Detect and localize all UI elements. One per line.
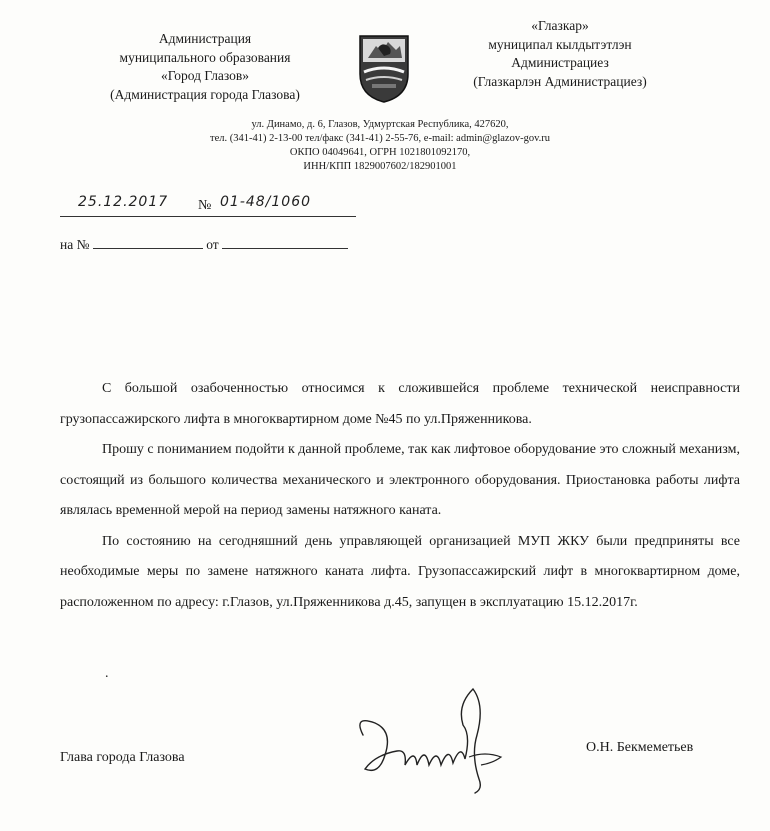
reference-row [60, 236, 348, 253]
header-right-line: «Глазкар» [531, 18, 589, 33]
registration-date: 25.12.2017 [78, 194, 169, 210]
registration-number: 01-48/1060 [220, 194, 312, 210]
header-left-line: «Город Глазов» [160, 68, 250, 83]
stray-dot: . [105, 666, 109, 681]
address-block [140, 118, 620, 174]
header-right-line: муниципал кылдытэтлэн [488, 36, 632, 52]
address-line: ИНН/КПП 1829007602/182901001 [303, 161, 457, 172]
signatory-name: О.Н. Бекмеметьев [586, 740, 694, 755]
address-line: ОКПО 04049641, ОГРН 1021801092170, [289, 147, 471, 158]
body-paragraph: С большой озабоченностью относимся к сложившейся проблеме технической неисправности грузопассажирского лифта в многоквартирном доме №45 по ул.Пряженникова. [60, 381, 740, 427]
letter-body [60, 374, 740, 618]
reference-prefix: на № [60, 237, 90, 252]
header-right [430, 17, 690, 91]
handwritten-signature [345, 685, 515, 795]
header-left-line: (Администрация города Глазова) [110, 86, 300, 102]
registration-number-sign: № [198, 198, 212, 213]
header-right-line: Администрациез [511, 55, 609, 70]
body-paragraph: По состоянию на сегодняшний день управляющей организацией МУП ЖКУ были предприняты все необходимые меры по замене натяжного каната лифта. Грузопассажирский лифт в многоквартирном доме, расположенном по адресу: г.Глазов, ул.Пряженникова д.45, запущен в эксплуатацию 15.12.2017г. [60, 533, 740, 610]
header-right-line: (Глазкарлэн Администрациез) [473, 73, 647, 89]
address-line: ул. Динамо, д. 6, Глазов, Удмуртская Республика, 427620, [251, 119, 509, 130]
body-paragraph: Прошу с пониманием подойти к данной проблеме, так как лифтовое оборудование это сложный механизм, состоящий из большого количества механического и электронного оборудования. Приостановка работы лифта являлась временной мерой на период замены натяжного каната. [60, 442, 740, 518]
signatory-title: Глава города Глазова [60, 750, 185, 765]
header-left-line: Администрация [158, 31, 252, 46]
header-left [70, 30, 340, 104]
reference-date-blank [222, 236, 348, 249]
coat-of-arms-icon [358, 34, 410, 104]
reference-from: от [206, 237, 219, 252]
address-line: тел. (341-41) 2-13-00 тел/факс (341-41) 2-55-76, e-mail: admin@glazov-gov.ru [209, 133, 551, 144]
header-left-line: муниципального образования [119, 49, 291, 65]
reference-number-blank [93, 236, 203, 249]
